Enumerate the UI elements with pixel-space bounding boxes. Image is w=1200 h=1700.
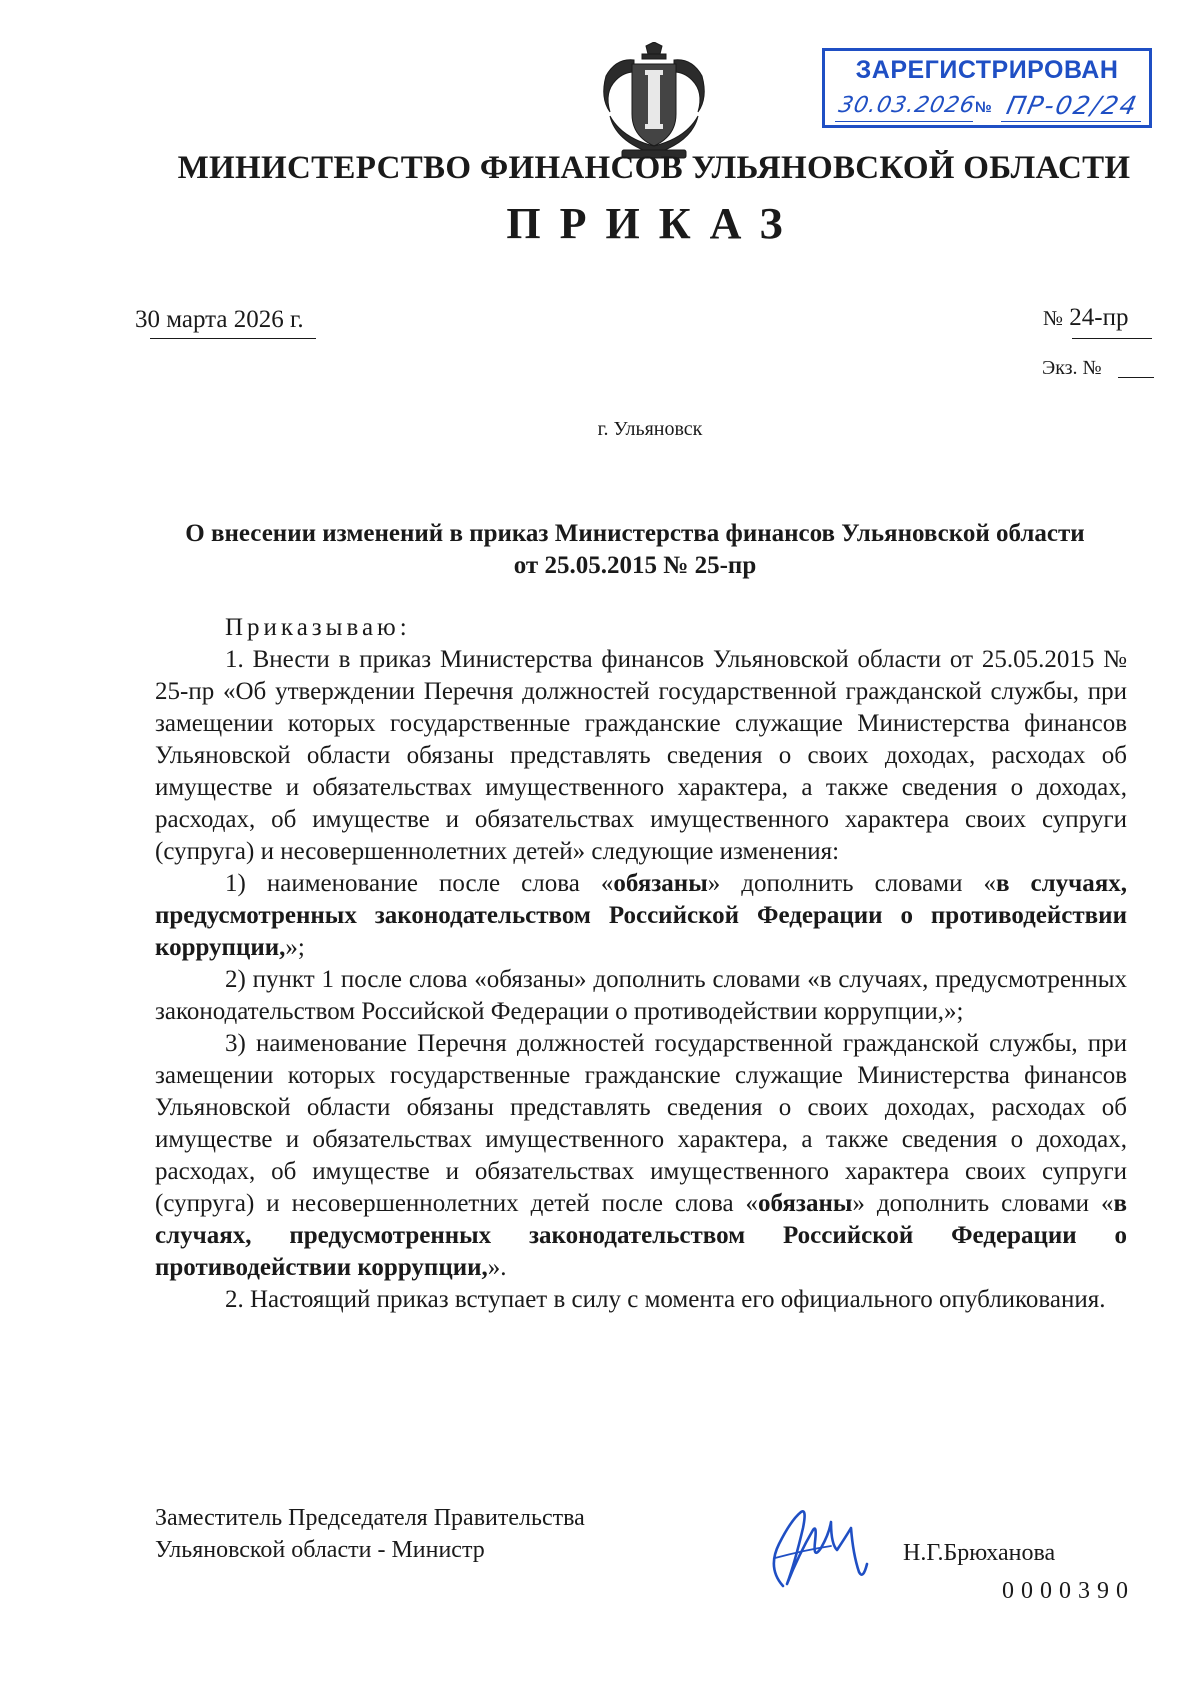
number-underline	[1072, 338, 1152, 339]
document-type: ПРИКАЗ	[506, 199, 802, 248]
document-subject: О внесении изменений в приказ Министерства финансов Ульяновской области от 25.05.2015 № 25-пр	[185, 520, 1085, 579]
signatory-name: Н.Г.Брюханова	[903, 1540, 1056, 1566]
document-body	[155, 612, 1127, 1316]
document-date: 30 марта 2026 г.	[135, 306, 304, 333]
coat-of-arms-emblem	[596, 42, 712, 160]
copy-number-underline	[1118, 377, 1154, 378]
handwritten-signature	[765, 1498, 870, 1596]
signatory-position	[155, 1502, 585, 1566]
document-number: 24-пр	[1069, 304, 1129, 331]
stamp-date: 30.03.2026	[836, 93, 978, 118]
signatory-position-line-1: Заместитель Председателя Правительства	[155, 1505, 585, 1531]
item-3: 3) наименование Перечня должностей государственной гражданской службы, при замещении которых государственные гражданские служащие Министерства финансов Ульяновской области обязаны представлять сведения о своих доходах, расходах об имуществе и обязательствах имущественного характера, а также сведения о доходах, расходах, об имуществе и обязательствах имущественного характера своих супруги (супруга) и несовершеннолетних детей после слова «обязаны» дополнить словами «в случаях, предусмотренных законодательством Российской Федерации о противодействии коррупции,».	[155, 1030, 1128, 1281]
order-word: Приказываю:	[225, 614, 411, 641]
serial-number: 0000390	[1002, 1578, 1135, 1604]
paragraph-1: 1. Внести в приказ Министерства финансов Ульяновской области от 25.05.2015 № 25-пр «Об утверждении Перечня должностей государственной гражданской службы, при замещении которых государственные гражданские служащие Министерства финансов Ульяновской области обязаны представлять сведения о своих доходах, расходах об имуществе и обязательствах имущественного характера, а также сведения о доходах, расходах, об имуществе и обязательствах имущественного характера своих супруги (супруга) и несовершеннолетних детей» следующие изменения:	[155, 646, 1127, 865]
registration-stamp	[822, 48, 1152, 128]
stamp-title: ЗАРЕГИСТРИРОВАН	[855, 56, 1119, 84]
signatory-position-line-2: Ульяновской области - Министр	[155, 1537, 485, 1563]
item-1: 1) наименование после слова «обязаны» дополнить словами «в случаях, предусмотренных законодательством Российской Федерации о противодействии коррупции,»;	[155, 870, 1128, 961]
city: г. Ульяновск	[597, 418, 703, 440]
item-2: 2) пункт 1 после слова «обязаны» дополнить словами «в случаях, предусмотренных законодательством Российской Федерации о противодействии коррупции,»;	[155, 966, 1127, 1025]
date-underline	[150, 338, 316, 339]
document-number-label: №	[1043, 306, 1064, 330]
stamp-number-field	[1001, 93, 1141, 122]
copy-number-label: Экз. №	[1042, 357, 1102, 379]
stamp-date-field	[835, 93, 978, 122]
stamp-number-label: №	[975, 99, 992, 116]
ministry-title: МИНИСТЕРСТВО ФИНАНСОВ УЛЬЯНОВСКОЙ ОБЛАСТИ	[177, 150, 1131, 186]
document-number-field	[1043, 304, 1129, 332]
paragraph-2: 2. Настоящий приказ вступает в силу с момента его официального опубликования.	[225, 1286, 1106, 1313]
stamp-number: ПР-02/24	[1003, 91, 1142, 120]
